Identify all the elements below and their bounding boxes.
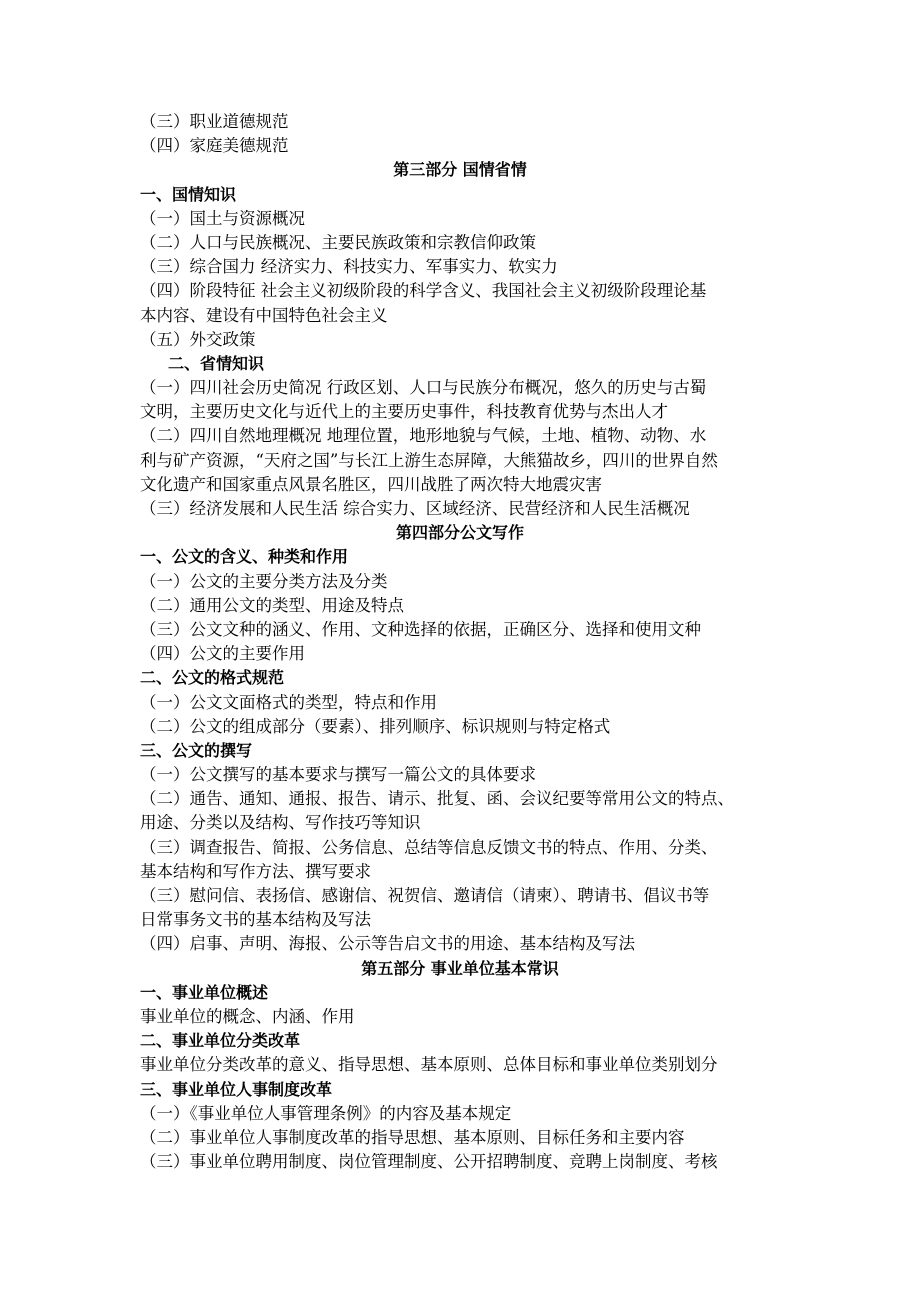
list-item: （二）通用公文的类型、用途及特点 xyxy=(140,595,404,615)
list-item: （二）人口与民族概况、主要民族政策和宗教信仰政策 xyxy=(140,232,536,252)
list-item: （三）公文文种的涵义、作用、文种选择的依据，正确区分、选择和使用文种 xyxy=(140,619,701,639)
section-heading: 二、事业单位分类改革 xyxy=(140,1031,301,1051)
list-item: （一）公文文面格式的类型，特点和作用 xyxy=(140,692,437,712)
list-item: （三）慰问信、表扬信、感谢信、祝贺信、邀请信（请柬）、聘请书、倡议书等 xyxy=(140,886,710,905)
list-item-continuation: 文明，主要历史文化与近代上的主要历史事件，科技教育优势与杰出人才 xyxy=(140,402,668,422)
list-item: （二）事业单位人事制度改革的指导思想、基本原则、目标任务和主要内容 xyxy=(140,1127,685,1147)
section-heading: 一、国情知识 xyxy=(140,184,237,204)
list-item: （一）公文撰写的基本要求与撰写一篇公文的具体要求 xyxy=(140,765,536,785)
list-item-continuation: 利与矿产资源，“天府之国”与长江上游生态屏障，大熊猫故乡，四川的世界自然 xyxy=(140,450,718,470)
list-item: （四）公文的主要作用 xyxy=(140,644,305,664)
list-item: （三）经济发展和人民生活 综合实力、区域经济、民营经济和人民生活概况 xyxy=(140,499,690,518)
section-heading: 一、事业单位概述 xyxy=(140,982,269,1002)
list-item-continuation: 文化遗产和国家重点风景名胜区，四川战胜了两次特大地震灾害 xyxy=(140,474,602,494)
list-item: （一）公文的主要分类方法及分类 xyxy=(140,571,388,591)
list-item: （四）家庭美德规范 xyxy=(140,136,289,156)
list-item: （二）通告、通知、通报、报告、请示、批复、函、会议纪要等常用公文的特点、 xyxy=(140,789,734,809)
section-heading: 二、公文的格式规范 xyxy=(140,668,285,688)
list-item: （一）四川社会历史简况 行政区划、人口与民族分布概况，悠久的历史与古蜀 xyxy=(140,378,707,398)
list-item: （一）国土与资源概况 xyxy=(140,208,305,228)
list-item: （三）职业道德规范 xyxy=(140,112,289,131)
list-item: （四）阶段特征 社会主义初级阶段的科学含义、我国社会主义初级阶段理论基 xyxy=(140,281,707,301)
list-item-continuation: 本内容、建设有中国特色社会主义 xyxy=(140,305,388,325)
list-item: （二）四川自然地理概况 地理位置，地形地貌与气候，土地、植物、动物、水 xyxy=(140,426,707,446)
list-item-continuation: 日常事务文书的基本结构及写法 xyxy=(140,910,371,930)
list-item: （三）事业单位聘用制度、岗位管理制度、公开招聘制度、竞聘上岗制度、考核 xyxy=(140,1152,718,1172)
list-item: （三）综合国力 经济实力、科技实力、军事实力、软实力 xyxy=(140,257,558,277)
section-heading: 三、事业单位人事制度改革 xyxy=(140,1079,333,1099)
part-heading: 第五部分 事业单位基本常识 xyxy=(361,958,559,978)
list-item: （五）外交政策 xyxy=(140,329,256,349)
part-heading: 第四部分公文写作 xyxy=(395,523,524,543)
section-heading: 一、公文的含义、种类和作用 xyxy=(140,547,349,567)
list-item: （二）公文的组成部分（要素）、排列顺序、标识规则与特定格式 xyxy=(140,716,611,736)
list-item: （三）调查报告、简报、公务信息、总结等信息反馈文书的特点、作用、分类、 xyxy=(140,837,718,857)
part-heading: 第三部分 国情省情 xyxy=(393,160,527,180)
section-heading: 三、公文的撰写 xyxy=(140,740,253,760)
list-item: （四）启事、声明、海报、公示等告启文书的用途、基本结构及写法 xyxy=(140,934,635,954)
paragraph-text: 事业单位分类改革的意义、指导思想、基本原则、总体目标和事业单位类别划分 xyxy=(140,1055,718,1075)
list-item: （一）《事业单位人事管理条例》的内容及基本规定 xyxy=(140,1103,512,1123)
list-item-continuation: 基本结构和写作方法、撰写要求 xyxy=(140,861,371,881)
list-item-continuation: 用途、分类以及结构、写作技巧等知识 xyxy=(140,813,421,833)
paragraph-text: 事业单位的概念、内涵、作用 xyxy=(140,1006,355,1026)
section-heading: 二、省情知识 xyxy=(168,353,265,373)
